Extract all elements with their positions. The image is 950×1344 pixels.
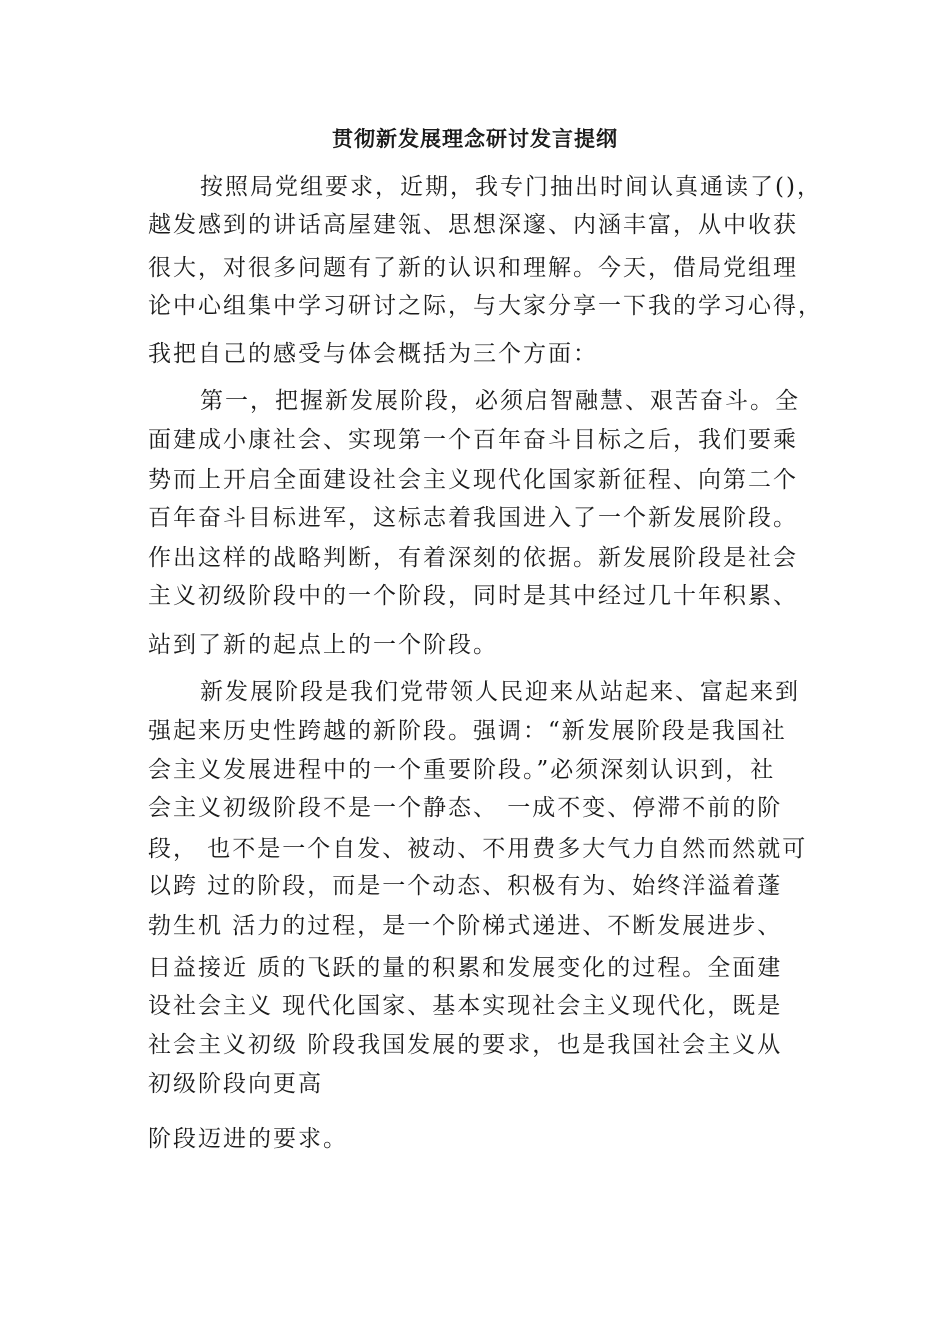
text-line: 阶段迈进的要求。	[148, 1126, 348, 1152]
text-line: 我把自己的感受与体会概括为三个方面：	[148, 341, 598, 367]
text-line: 会主义初级阶段不是一个静态、 一成不变、停滞不前的阶	[148, 795, 783, 821]
text-line: 初级阶段向更高	[148, 1071, 323, 1097]
text-line: 百年奋斗目标进军，这标志着我国进入了一个新发展阶段。	[148, 505, 798, 531]
text-line: 按照局党组要求，近期，我专门抽出时间认真通读了()，	[200, 174, 822, 200]
document-title: 贯彻新发展理念研讨发言提纲	[332, 126, 618, 151]
text-line: 新发展阶段是我们党带领人民迎来从站起来、富起来到	[200, 679, 800, 705]
text-line: 段， 也不是一个自发、被动、不用费多大气力自然而然就可	[148, 836, 808, 862]
text-line: 作出这样的战略判断，有着深刻的依据。新发展阶段是社会	[148, 545, 798, 571]
text-line: 第一，把握新发展阶段，必须启智融慧、艰苦奋斗。全	[200, 388, 800, 414]
text-line: 社会主义初级 阶段我国发展的要求，也是我国社会主义从	[148, 1032, 783, 1058]
text-line: 越发感到的讲话高屋建瓴、思想深邃、内涵丰富，从中收获	[148, 212, 798, 238]
text-line: 日益接近 质的飞跃的量的积累和发展变化的过程。全面建	[148, 955, 783, 981]
text-line: 强起来历史性跨越的新阶段。强调：“新发展阶段是我国社	[148, 718, 787, 744]
text-line: 主义初级阶段中的一个阶段，同时是其中经过几十年积累、	[148, 583, 798, 609]
text-line: 势而上开启全面建设社会主义现代化国家新征程、向第二个	[148, 467, 798, 493]
text-line: 设社会主义 现代化国家、基本实现社会主义现代化，既是	[148, 993, 783, 1019]
text-line: 站到了新的起点上的一个阶段。	[148, 632, 498, 658]
text-line: 很大，对很多问题有了新的认识和理解。今天，借局党组理	[148, 255, 798, 281]
text-line: 勃生机 活力的过程，是一个阶梯式递进、不断发展进步、	[148, 913, 783, 939]
text-line: 面建成小康社会、实现第一个百年奋斗目标之后，我们要乘	[148, 427, 798, 453]
text-line: 会主义发展进程中的一个重要阶段。”必须深刻认识到，社	[148, 757, 776, 783]
text-line: 论中心组集中学习研讨之际，与大家分享一下我的学习心得，	[148, 293, 823, 319]
text-line: 以跨 过的阶段，而是一个动态、积极有为、始终洋溢着蓬	[148, 873, 783, 899]
